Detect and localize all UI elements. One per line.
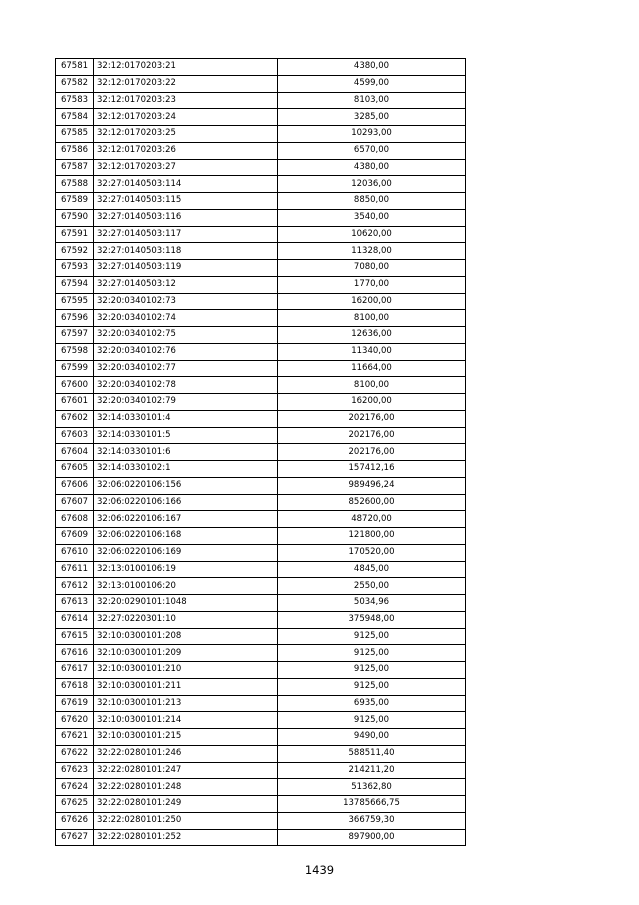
row-index-cell: 67593 [56,260,94,277]
cadastral-number-cell: 32:22:0280101:248 [94,779,278,796]
table-row [56,561,466,578]
cadastral-number-cell: 32:12:0170203:21 [94,59,278,76]
row-index-cell: 67621 [56,729,94,746]
row-index-cell: 67589 [56,193,94,210]
cadastral-value-table [55,58,466,846]
cadastral-number-cell: 32:20:0340102:78 [94,377,278,394]
cadastral-number-cell: 32:27:0140503:118 [94,243,278,260]
row-index-cell: 67598 [56,343,94,360]
cadastral-number-cell: 32:06:0220106:156 [94,477,278,494]
table-row [56,75,466,92]
table-row [56,829,466,846]
table-row [56,327,466,344]
value-cell: 16200,00 [278,394,466,411]
table-row [56,142,466,159]
value-cell: 8100,00 [278,310,466,327]
value-cell: 10620,00 [278,226,466,243]
row-index-cell: 67591 [56,226,94,243]
row-index-cell: 67614 [56,611,94,628]
table-row [56,92,466,109]
value-cell: 170520,00 [278,544,466,561]
row-index-cell: 67597 [56,327,94,344]
value-cell: 121800,00 [278,528,466,545]
row-index-cell: 67584 [56,109,94,126]
table-row [56,812,466,829]
cadastral-number-cell: 32:27:0140503:116 [94,209,278,226]
table-row [56,410,466,427]
cadastral-number-cell: 32:06:0220106:167 [94,511,278,528]
row-index-cell: 67594 [56,276,94,293]
row-index-cell: 67599 [56,360,94,377]
cadastral-number-cell: 32:20:0340102:74 [94,310,278,327]
cadastral-number-cell: 32:14:0330101:5 [94,427,278,444]
value-cell: 12636,00 [278,327,466,344]
row-index-cell: 67592 [56,243,94,260]
table-row [56,193,466,210]
cadastral-number-cell: 32:10:0300101:211 [94,678,278,695]
value-cell: 989496,24 [278,477,466,494]
cadastral-number-cell: 32:27:0140503:114 [94,176,278,193]
value-cell: 1770,00 [278,276,466,293]
table-row [56,343,466,360]
table-row [56,645,466,662]
cadastral-number-cell: 32:22:0280101:249 [94,796,278,813]
value-cell: 4380,00 [278,59,466,76]
row-index-cell: 67618 [56,678,94,695]
cadastral-number-cell: 32:12:0170203:27 [94,159,278,176]
table-row [56,528,466,545]
row-index-cell: 67604 [56,444,94,461]
cadastral-number-cell: 32:20:0340102:75 [94,327,278,344]
value-cell: 16200,00 [278,293,466,310]
table-row [56,578,466,595]
cadastral-number-cell: 32:22:0280101:246 [94,745,278,762]
table-row [56,243,466,260]
table-row [56,109,466,126]
value-cell: 4599,00 [278,75,466,92]
table-row [56,293,466,310]
value-cell: 9125,00 [278,712,466,729]
value-cell: 202176,00 [278,444,466,461]
table-row [56,712,466,729]
value-cell: 9125,00 [278,678,466,695]
table-row [56,779,466,796]
table-row [56,310,466,327]
cadastral-number-cell: 32:06:0220106:166 [94,494,278,511]
table-row [56,209,466,226]
row-index-cell: 67607 [56,494,94,511]
row-index-cell: 67609 [56,528,94,545]
value-cell: 11664,00 [278,360,466,377]
value-cell: 48720,00 [278,511,466,528]
table-row [56,796,466,813]
row-index-cell: 67600 [56,377,94,394]
value-cell: 4845,00 [278,561,466,578]
value-cell: 214211,20 [278,762,466,779]
cadastral-number-cell: 32:14:0330101:4 [94,410,278,427]
table-row [56,461,466,478]
table-body [56,59,466,846]
cadastral-number-cell: 32:10:0300101:213 [94,695,278,712]
value-cell: 8103,00 [278,92,466,109]
value-cell: 5034,96 [278,595,466,612]
cadastral-number-cell: 32:27:0140503:119 [94,260,278,277]
row-index-cell: 67627 [56,829,94,846]
cadastral-number-cell: 32:27:0140503:115 [94,193,278,210]
value-cell: 13785666,75 [278,796,466,813]
cadastral-number-cell: 32:22:0280101:247 [94,762,278,779]
value-cell: 51362,80 [278,779,466,796]
cadastral-number-cell: 32:14:0330101:6 [94,444,278,461]
table-row [56,628,466,645]
table-row [56,729,466,746]
row-index-cell: 67582 [56,75,94,92]
table-row [56,427,466,444]
row-index-cell: 67610 [56,544,94,561]
value-cell: 9490,00 [278,729,466,746]
row-index-cell: 67626 [56,812,94,829]
row-index-cell: 67601 [56,394,94,411]
value-cell: 7080,00 [278,260,466,277]
table-row [56,511,466,528]
cadastral-number-cell: 32:20:0290101:1048 [94,595,278,612]
table-row [56,59,466,76]
cadastral-number-cell: 32:20:0340102:79 [94,394,278,411]
table-row [56,360,466,377]
cadastral-number-cell: 32:12:0170203:24 [94,109,278,126]
row-index-cell: 67616 [56,645,94,662]
value-cell: 4380,00 [278,159,466,176]
value-cell: 3285,00 [278,109,466,126]
value-cell: 6570,00 [278,142,466,159]
table-row [56,595,466,612]
row-index-cell: 67595 [56,293,94,310]
cadastral-number-cell: 32:12:0170203:26 [94,142,278,159]
table-row [56,477,466,494]
value-cell: 9125,00 [278,628,466,645]
row-index-cell: 67583 [56,92,94,109]
row-index-cell: 67620 [56,712,94,729]
cadastral-number-cell: 32:20:0340102:77 [94,360,278,377]
value-cell: 9125,00 [278,645,466,662]
value-cell: 8850,00 [278,193,466,210]
value-cell: 366759,30 [278,812,466,829]
cadastral-number-cell: 32:20:0340102:73 [94,293,278,310]
value-cell: 11328,00 [278,243,466,260]
row-index-cell: 67588 [56,176,94,193]
cadastral-number-cell: 32:12:0170203:22 [94,75,278,92]
value-cell: 375948,00 [278,611,466,628]
cadastral-number-cell: 32:22:0280101:250 [94,812,278,829]
cadastral-number-cell: 32:22:0280101:252 [94,829,278,846]
cadastral-number-cell: 32:13:0100106:19 [94,561,278,578]
row-index-cell: 67615 [56,628,94,645]
value-cell: 12036,00 [278,176,466,193]
table-row [56,276,466,293]
value-cell: 897900,00 [278,829,466,846]
cadastral-number-cell: 32:06:0220106:168 [94,528,278,545]
row-index-cell: 67613 [56,595,94,612]
cadastral-number-cell: 32:13:0100106:20 [94,578,278,595]
row-index-cell: 67606 [56,477,94,494]
value-cell: 11340,00 [278,343,466,360]
row-index-cell: 67624 [56,779,94,796]
cadastral-number-cell: 32:06:0220106:169 [94,544,278,561]
cadastral-number-cell: 32:10:0300101:208 [94,628,278,645]
cadastral-number-cell: 32:27:0220301:10 [94,611,278,628]
table-row [56,394,466,411]
value-cell: 10293,00 [278,126,466,143]
row-index-cell: 67581 [56,59,94,76]
table-row [56,444,466,461]
table-row [56,159,466,176]
cadastral-number-cell: 32:14:0330102:1 [94,461,278,478]
row-index-cell: 67596 [56,310,94,327]
row-index-cell: 67587 [56,159,94,176]
value-cell: 8100,00 [278,377,466,394]
cadastral-number-cell: 32:10:0300101:209 [94,645,278,662]
row-index-cell: 67605 [56,461,94,478]
table-row [56,762,466,779]
cadastral-number-cell: 32:27:0140503:12 [94,276,278,293]
table-row [56,662,466,679]
cadastral-number-cell: 32:20:0340102:76 [94,343,278,360]
value-cell: 6935,00 [278,695,466,712]
table-row [56,678,466,695]
value-cell: 9125,00 [278,662,466,679]
table-row [56,494,466,511]
row-index-cell: 67619 [56,695,94,712]
row-index-cell: 67608 [56,511,94,528]
table-row [56,226,466,243]
row-index-cell: 67585 [56,126,94,143]
row-index-cell: 67622 [56,745,94,762]
table-row [56,695,466,712]
row-index-cell: 67617 [56,662,94,679]
cadastral-number-cell: 32:12:0170203:25 [94,126,278,143]
row-index-cell: 67625 [56,796,94,813]
value-cell: 2550,00 [278,578,466,595]
table-row [56,260,466,277]
value-cell: 588511,40 [278,745,466,762]
page-number: 1439 [304,863,335,877]
row-index-cell: 67611 [56,561,94,578]
value-cell: 202176,00 [278,410,466,427]
table-row [56,126,466,143]
row-index-cell: 67612 [56,578,94,595]
table-row [56,544,466,561]
value-cell: 852600,00 [278,494,466,511]
row-index-cell: 67623 [56,762,94,779]
cadastral-number-cell: 32:10:0300101:215 [94,729,278,746]
value-cell: 3540,00 [278,209,466,226]
cadastral-number-cell: 32:10:0300101:210 [94,662,278,679]
table-row [56,176,466,193]
table-row [56,745,466,762]
row-index-cell: 67586 [56,142,94,159]
row-index-cell: 67590 [56,209,94,226]
value-cell: 202176,00 [278,427,466,444]
table-row [56,611,466,628]
table-row [56,377,466,394]
cadastral-number-cell: 32:12:0170203:23 [94,92,278,109]
value-cell: 157412,16 [278,461,466,478]
row-index-cell: 67602 [56,410,94,427]
cadastral-number-cell: 32:27:0140503:117 [94,226,278,243]
cadastral-number-cell: 32:10:0300101:214 [94,712,278,729]
row-index-cell: 67603 [56,427,94,444]
